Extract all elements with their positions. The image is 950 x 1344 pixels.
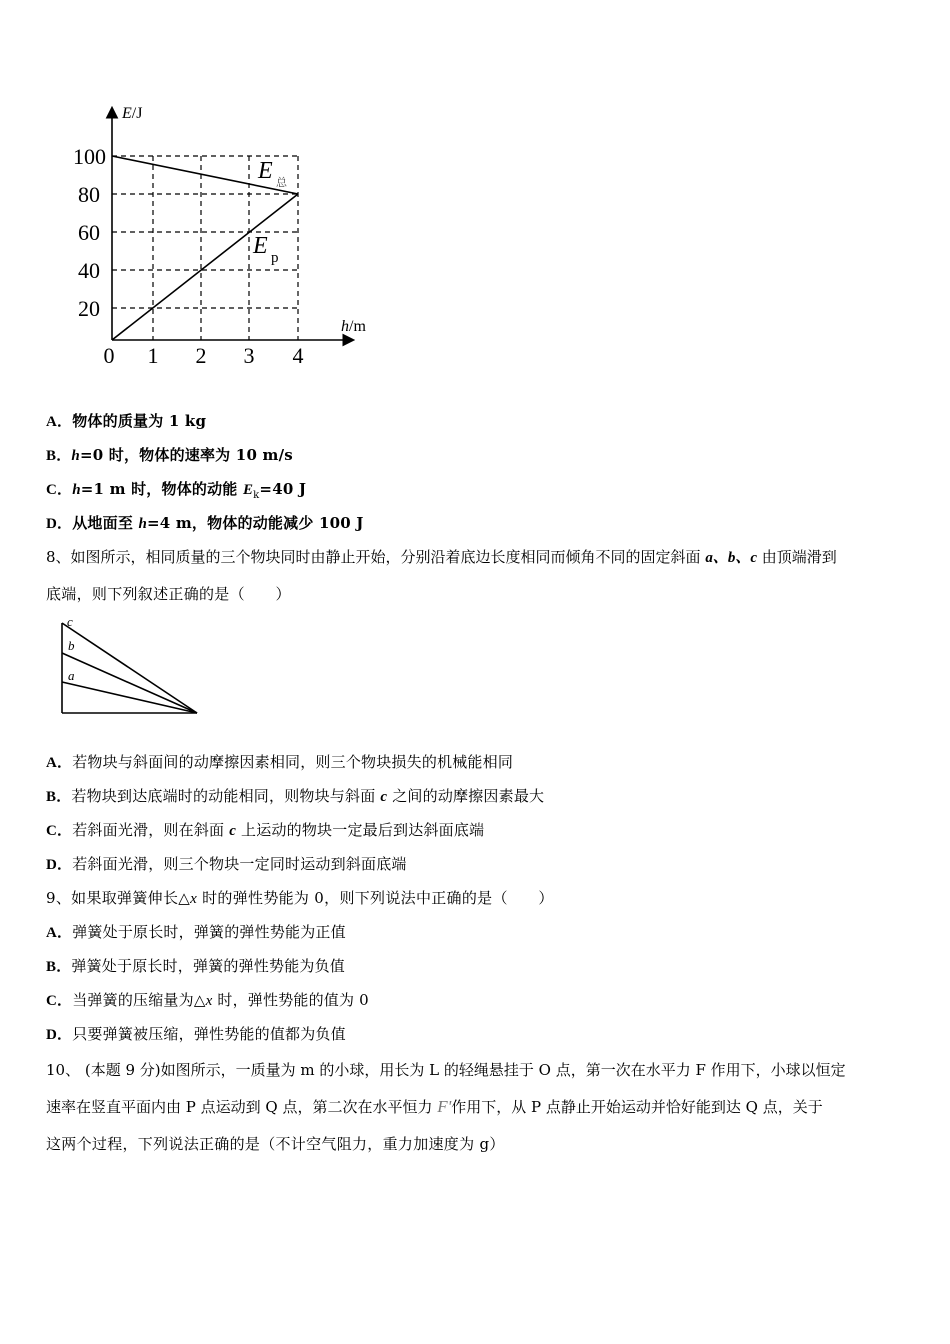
q10-stem-line1: 10、 (本题 9 分)如图所示，一质量为 m 的小球，用长为 L 的轻绳悬挂于 O 点，第一次在水平力 F 作用下，小球以恒定 xyxy=(46,1061,846,1079)
ep-subscript: p xyxy=(271,250,279,266)
e-total-subscript: 总 xyxy=(276,177,287,189)
q10-stem-line3: 这两个过程，下列说法正确的是（不计空气阻力，重力加速度为 g） xyxy=(46,1135,505,1153)
e-total-label: E xyxy=(258,158,273,184)
incline-figure xyxy=(55,615,205,720)
x-tick-labels xyxy=(104,343,304,368)
q7-option-d: D．从地面至 h=4 m，物体的动能减少 100 J xyxy=(46,514,364,532)
q9-option-a: A．弹簧处于原长时，弹簧的弹性势能为正值 xyxy=(46,923,346,941)
q8-stem-line2: 底端，则下列叙述正确的是（ ） xyxy=(46,585,291,603)
svg-text:20: 20 xyxy=(78,296,100,321)
energy-height-chart xyxy=(60,95,390,375)
svg-text:100: 100 xyxy=(73,144,106,169)
q7-option-b: B．h=0 时，物体的速率为 10 m/s xyxy=(46,446,293,464)
incline-label-c: c xyxy=(67,615,73,629)
x-axis-label: h/m xyxy=(341,318,366,335)
q7-option-c: C．h=1 m 时，物体的动能 $E_k=40$ J xyxy=(46,480,307,501)
q9-option-d: D．只要弹簧被压缩，弹性势能的值都为负值 xyxy=(46,1025,346,1043)
svg-text:80: 80 xyxy=(78,182,100,207)
svg-text:2: 2 xyxy=(195,343,207,368)
q8-stem-line1: 8、如图所示，相同质量的三个物块同时由静止开始，分别沿着底边长度相同而倾角不同的固定斜面 a、b、c 由顶端滑到 xyxy=(46,548,837,566)
svg-text:1: 1 xyxy=(147,343,159,368)
q9-option-c: C．当弹簧的压缩量为△x 时，弹性势能的值为 0 xyxy=(46,991,369,1009)
svg-text:40: 40 xyxy=(78,258,100,283)
incline-label-b: b xyxy=(68,638,75,653)
y-axis-label: E/J xyxy=(122,105,143,122)
svg-text:4: 4 xyxy=(292,343,304,368)
q8-option-d: D．若斜面光滑，则三个物块一定同时运动到斜面底端 xyxy=(46,855,407,873)
q8-option-b: B．若物块到达底端时的动能相同，则物块与斜面 c 之间的动摩擦因素最大 xyxy=(46,787,545,805)
svg-text:0: 0 xyxy=(103,343,115,368)
q9-stem: 9、如果取弹簧伸长△x 时的弹性势能为 0，则下列说法中正确的是（ ） xyxy=(46,889,554,907)
q10-stem-line2: 速率在竖直平面内由 P 点运动到 Q 点，第二次在水平恒力 F'作用下，从 P 点静止开始运动并恰好能到达 Q 点，关于 xyxy=(46,1097,823,1116)
svg-text:3: 3 xyxy=(243,343,255,368)
svg-text:60: 60 xyxy=(78,220,100,245)
y-tick-labels xyxy=(73,144,106,321)
incline-label-a: a xyxy=(68,668,75,683)
q7-option-a: A．物体的质量为 1 kg xyxy=(46,412,207,430)
q8-option-c: C．若斜面光滑，则在斜面 c 上运动的物块一定最后到达斜面底端 xyxy=(46,821,485,839)
q9-option-b: B．弹簧处于原长时，弹簧的弹性势能为负值 xyxy=(46,957,346,975)
ep-line xyxy=(112,194,298,340)
q8-option-a: A．若物块与斜面间的动摩擦因素相同，则三个物块损失的机械能相同 xyxy=(46,753,514,771)
ep-label: E xyxy=(253,233,268,259)
